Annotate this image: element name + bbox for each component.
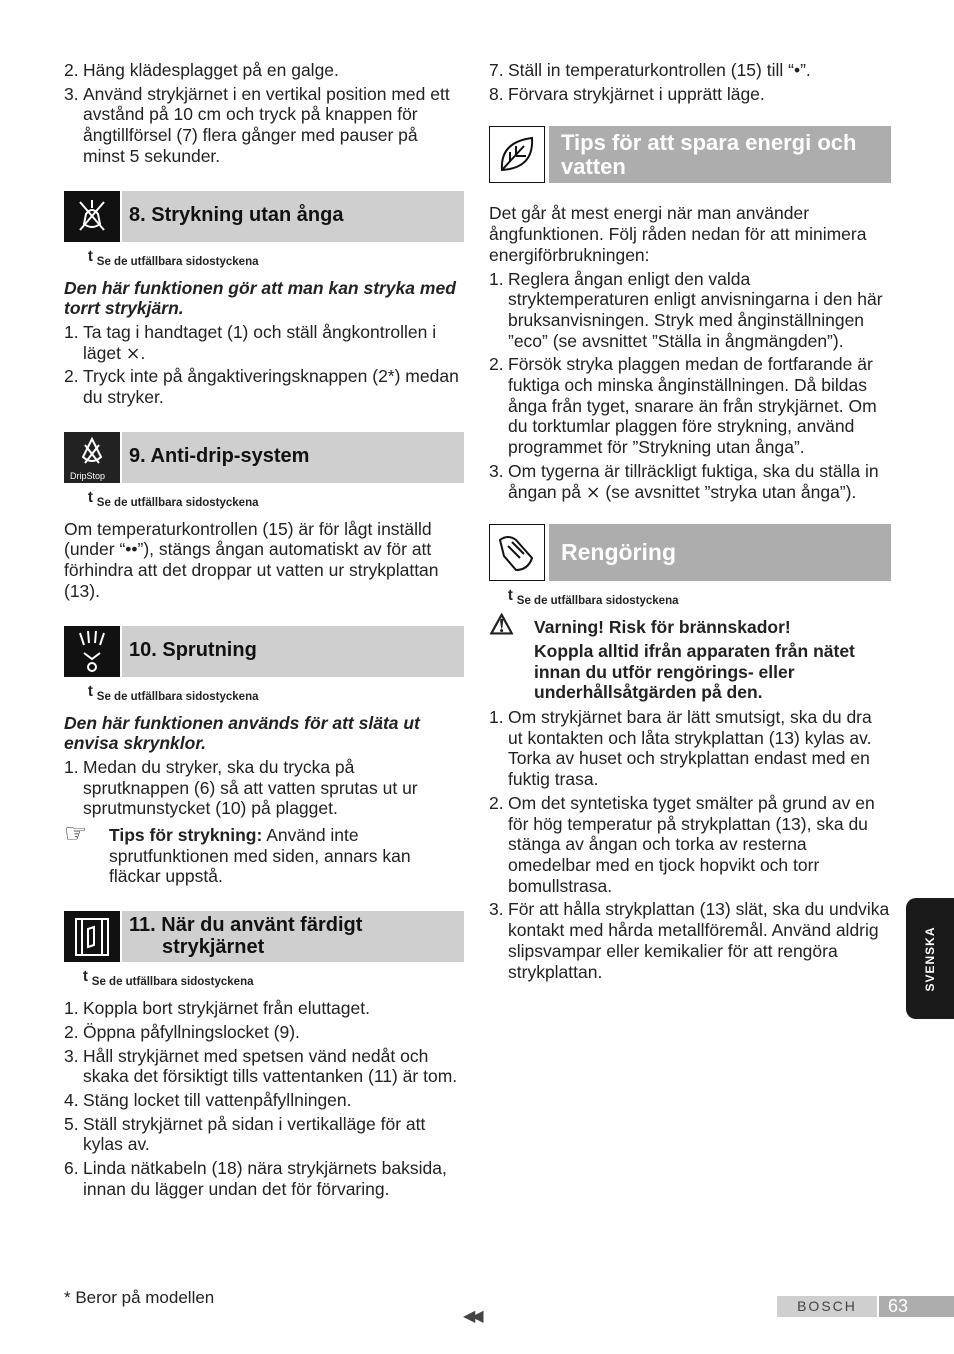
list-item: 2. Tryck inte på ångaktiveringsknappen (2*) medan du stryker.	[64, 366, 459, 408]
section-title: 11. När du använt färdigt strykjärnet	[122, 911, 464, 962]
page-number: 63	[879, 1296, 954, 1317]
list-item: 1. Ta tag i handtaget (1) och ställ ångkontrollen i läget ⨯.	[64, 321, 437, 363]
burn-warning: ⚠ Varning! Risk för brännskador! Koppla alltid ifrån apparaten från nätet innan du utför rengörings- eller underhållsåtgärden på den.	[489, 609, 855, 703]
cleaning-hand-icon	[489, 524, 545, 581]
list-item: 3. Håll strykjärnet med spetsen vänd nedåt och skaka det försiktigt tills vattentanken (11) är tom.	[64, 1045, 458, 1087]
list-item: 2. Om det syntetiska tyget smälter på grund av en för hög temperatur på strykplattan (13), ska du stänga av ångan och torka av resterna omedelbar med en tjock hopvikt och torr bomullstrasa.	[489, 792, 875, 896]
section-9-header	[64, 432, 464, 483]
section-11-header	[64, 911, 464, 962]
list-item: 1. Om strykjärnet bara är lätt smutsigt, ska du dra ut kontakten och låta strykplattan (13) kylas av. Torka av huset och strykplattan endast med en fuktig trasa.	[489, 707, 872, 790]
list-item: 7. Ställ in temperaturkontrollen (15) till “•”.	[489, 60, 811, 80]
leaf-icon	[489, 126, 545, 183]
pointing-hand-icon: ☞	[64, 818, 88, 849]
foldout-arrow-icon: ᵗ	[88, 245, 93, 271]
section-intro: Den här funktionen används för att släta ut envisa skrynklor.	[64, 712, 420, 754]
ironing-tip: ☞ Tips för strykning: Använd inte sprutfunktionen med siden, annars kan fläckar uppstå.	[64, 818, 411, 887]
intro-list-right	[489, 60, 891, 104]
back-arrows-icon[interactable]: ◀◀	[463, 1308, 480, 1325]
section-11-list	[64, 998, 464, 1199]
list-item: 5. Ställ strykjärnet på sidan i vertikalläge för att kylas av.	[64, 1113, 426, 1155]
list-item: 2. Häng klädesplagget på en galge.	[64, 60, 339, 80]
dripstop-label: DripStop	[70, 470, 106, 481]
intro-list-left	[64, 60, 464, 167]
section-body: Det går åt mest energi när man använder ångfunktionen. Följ råden nedan för att minimera energiförbrukningen:	[489, 203, 867, 265]
dripstop-icon	[64, 432, 120, 483]
section-8-header	[64, 191, 464, 242]
spray-icon	[64, 626, 120, 677]
language-tab: SVENSKA	[906, 898, 954, 1019]
foldout-arrow-icon: ᵗ	[88, 680, 93, 706]
list-item: 1. Medan du stryker, ska du trycka på sprutknappen (6) så att vatten sprutas ut ur sprutmunstycket (10) på plagget.	[64, 756, 418, 819]
section-10-list	[64, 757, 464, 819]
no-steam-icon	[64, 191, 120, 242]
list-item: 3. För att hålla strykplattan (13) slät, ska du undvika kontakt med hårda metallföremål. Använd aldrig slipsvampar eller kemikalier för att rengöra strykplattan.	[489, 899, 890, 982]
list-item: 8. Förvara strykjärnet i upprätt läge.	[489, 83, 765, 104]
list-item: 3. Använd strykjärnet i en vertikal position med ett avstånd på 10 cm och tryck på knappen för ångtillförsel (7) flera gånger med pauser på minst 5 sekunder.	[64, 83, 450, 166]
foldout-reference: ᵗ Se de utfällbara sidostyckena	[88, 245, 259, 271]
section-title: 10. Sprutning	[122, 626, 464, 677]
right-column	[489, 60, 891, 985]
list-item: 3. Om tygerna är tillräckligt fuktiga, ska du ställa in ångan på ⨯ (se avsnittet ”stryka utan ånga”).	[489, 460, 879, 502]
section-title: 9. Anti-drip-system	[122, 432, 464, 483]
section-title: Tips för att spara energi och vatten	[549, 126, 891, 183]
section-intro: Den här funktionen gör att man kan stryka med torrt strykjärn.	[64, 277, 456, 319]
list-item: 6. Linda nätkabeln (18) nära strykjärnets baksida, innan du lägger undan det för förvaring.	[64, 1158, 447, 1199]
energy-tips-header	[489, 126, 891, 183]
foldout-reference: ᵗ Se de utfällbara sidostyckena	[88, 680, 259, 706]
energy-tips-list	[489, 269, 891, 503]
list-item: 2. Försök stryka plaggen medan de fortfarande är fuktiga och minska ånginställningen. Då bildas ånga från tyget, snarare än från strykjärnet. Om du torktumlar plaggen före strykning, använd programmet för ”Strykning utan ånga”.	[489, 354, 877, 458]
section-body: Om temperaturkontrollen (15) är för lågt inställd (under “••”), stängs ångan automatiskt av för att förhindra att det droppar ut vatten ur strykplattan (13).	[64, 518, 439, 601]
cleaning-header	[489, 524, 891, 581]
foldout-arrow-icon: ᵗ	[83, 966, 88, 992]
foldout-reference: ᵗ Se de utfällbara sidostyckena	[83, 966, 254, 992]
section-title: 8. Strykning utan ånga	[122, 191, 464, 242]
storage-icon	[64, 911, 120, 962]
list-item: 1. Koppla bort strykjärnet från eluttaget.	[64, 998, 370, 1019]
warning-triangle-icon: ⚠	[489, 609, 515, 641]
list-item: 4. Stäng locket till vattenpåfyllningen.	[64, 1089, 352, 1110]
foldout-reference: ᵗ Se de utfällbara sidostyckena	[508, 585, 679, 611]
section-title: Rengöring	[549, 524, 891, 581]
brand-label: BOSCH	[777, 1296, 877, 1317]
section-8-list	[64, 322, 464, 408]
left-column	[64, 60, 464, 1203]
list-item: 2. Öppna påfyllningslocket (9).	[64, 1021, 300, 1042]
foldout-arrow-icon: ᵗ	[508, 585, 513, 611]
section-10-header	[64, 626, 464, 677]
footnote: * Beror på modellen	[64, 1288, 215, 1307]
foldout-reference: ᵗ Se de utfällbara sidostyckena	[88, 486, 259, 512]
cleaning-list	[489, 707, 891, 982]
foldout-arrow-icon: ᵗ	[88, 486, 93, 512]
list-item: 1. Reglera ångan enligt den valda stryktemperaturen enligt anvisningarna i den här bruksanvisningen. Stryk med ånginställningen ”eco” (se avsnittet ”Ställa in ångmängden”).	[489, 268, 883, 351]
